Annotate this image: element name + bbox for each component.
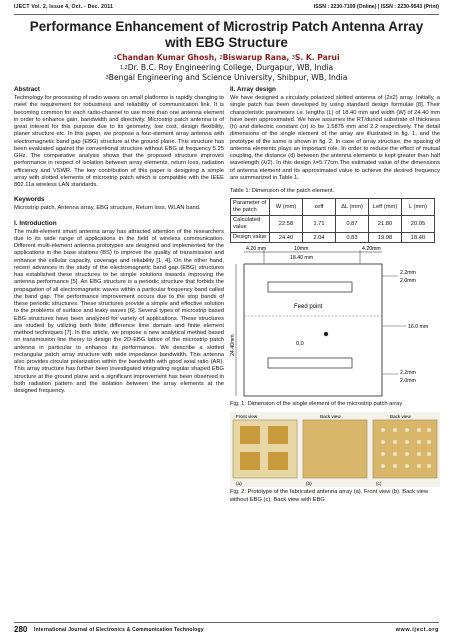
author-sup-1: 1 bbox=[113, 55, 117, 61]
upper-slot bbox=[268, 282, 352, 292]
table-cell: 19.98 bbox=[369, 233, 402, 243]
table1-caption: Table 1: Dimension of the patch element. bbox=[230, 188, 335, 194]
panel-label-back-2: Back view bbox=[390, 414, 411, 420]
photo-panel-front bbox=[233, 420, 297, 478]
right-column bbox=[230, 86, 440, 504]
origin-label: 0,0 bbox=[296, 341, 304, 348]
running-header bbox=[0, 0, 453, 14]
sub-label-b: (b) bbox=[306, 481, 312, 487]
figure1-caption: Fig. 1: Dimension of the single element of the microstrip patch array bbox=[230, 401, 403, 408]
table-row bbox=[231, 216, 435, 233]
keywords-text: Microstrip patch, Antenna array, EBG structure, Return loss, WLAN band. bbox=[14, 205, 201, 212]
table-cell: Calculated value bbox=[231, 216, 270, 233]
table-header-row bbox=[231, 199, 435, 216]
table-cell: 2.04 bbox=[303, 233, 336, 243]
table-cell: 0.83 bbox=[336, 233, 369, 243]
author-1: Chandan Kumar Ghosh, bbox=[116, 53, 217, 62]
dim-label-r1: 2.2mm bbox=[400, 270, 416, 277]
page-number: 280 bbox=[14, 625, 28, 634]
table-cell: ΔL (mm) bbox=[336, 199, 369, 216]
aff-sup-1: 1,2 bbox=[119, 65, 128, 71]
table-cell: 1.71 bbox=[303, 216, 336, 233]
table-patch-dimensions bbox=[230, 198, 435, 243]
dim-label-r4: 2.2mm bbox=[400, 370, 416, 377]
panel-label-front: Front view bbox=[236, 414, 258, 420]
aff-text-2: Bengal Engineering and Science University, Shibpur, WB, India bbox=[108, 73, 348, 82]
intro-text: The multi-element smart antenna array has attracted attention of the researchers due to its wide range of applications in the field of wireless communication. Different multi-element antenna prototypes are designed and implemented for the applications in the base stations (BS) to improve the quality of transmission and enhance the cellular capacity, coverage and reliability [1, 4]. On the other hand, recent advances in the study of the electromagnetic band gap (EBG) structures has established these structures to be simple solutions towards improving the antenna performance [5]. An EBG structure is a periodic structure that forbids the propagation of all electromagnetic waves within a particular frequency band called the band gap. The performance improvement occurs due to the stop bands of these periodic structures. These structures provide a simple and effective solution to the problems of surface and leaky waves [6]. Several types of microstrip based EBG structures have been analyzed for variety of applications. These structures are studied by utilizing both finite difference time domain and finite element method techniques [7]. In this article, we propose a new analytical method based on transmission line theory to design the 2D-EBG lattice of the microstrip patch antenna in particular to enhance its performance. We describe a slotted rectangular patch array structure with wide impedance bandwidth. This antenna also provides circular polarization within the bandwidth with good axial ratio (AR). This array structure has further been investigated integrating regular shaped EBG structure at the ground plane and a significant improvement has been observed in both radiation pattern and the isolation between the array elements at the designed frequency. bbox=[14, 228, 224, 394]
author-block bbox=[0, 53, 453, 83]
paper-title: Performance Enhancement of Microstrip Patch Antenna Array with EBG Structure bbox=[29, 19, 424, 50]
footer-journal: International Journal of Electronics & Communication Technology bbox=[34, 627, 204, 633]
dim-label-r3: 16.0 mm bbox=[408, 324, 429, 331]
lower-slot bbox=[268, 358, 352, 368]
affiliation-2 bbox=[0, 73, 453, 83]
dim-label-top-mid: 10mm bbox=[294, 246, 309, 253]
panel-label-back-1: Back view bbox=[320, 414, 341, 420]
author-names bbox=[0, 53, 453, 63]
aff-text-1: Dr. B.C. Roy Engineering College, Durgapur, WB, India bbox=[127, 63, 334, 72]
author-sup-2: 2 bbox=[219, 55, 223, 61]
table-cell: 18.40 bbox=[402, 233, 435, 243]
table-cell: Leff (mm) bbox=[369, 199, 402, 216]
feed-point-marker bbox=[324, 332, 328, 336]
left-column bbox=[14, 86, 224, 395]
table-cell: 22.58 bbox=[270, 216, 303, 233]
affiliation-1 bbox=[0, 63, 453, 73]
footer-url: www.iject.org bbox=[395, 627, 439, 633]
dim-label-top-mid2: 18.40 mm bbox=[290, 255, 314, 262]
table-cell: 20.05 bbox=[402, 216, 435, 233]
prototype-photos bbox=[230, 412, 440, 487]
table-cell: 24.40 bbox=[270, 233, 303, 243]
footer-rule bbox=[14, 622, 439, 623]
dim-label-top-right: 4.20mm bbox=[362, 246, 381, 253]
dim-label-r5: 2.0mm bbox=[400, 378, 416, 385]
sub-label-a: (a) bbox=[236, 481, 242, 487]
dim-label-top-left: 4.20 mm bbox=[246, 246, 267, 253]
aff-sup-2: 3 bbox=[105, 75, 109, 81]
table-row bbox=[231, 233, 435, 243]
header-rule bbox=[14, 14, 439, 15]
figure-2 bbox=[230, 412, 440, 487]
keywords-heading: Keywords bbox=[14, 196, 45, 204]
author-3: S. K. Parui bbox=[294, 53, 340, 62]
photo-panel-back-ebg bbox=[373, 420, 437, 478]
table-cell: 0.87 bbox=[336, 216, 369, 233]
sub-label-c: (c) bbox=[376, 481, 382, 487]
issn: ISSN : 2230-7109 (Online) | ISSN : 2230-9543 (Print) bbox=[313, 4, 439, 10]
table-cell: εeff bbox=[303, 199, 336, 216]
array-design-text: We have designed a circularly polarized slotted antenna of (2x2) array. Initially, a single patch has been developed by using standard design formulae [8]. Their characteristic parameters i.e. lengths (L) of 18.40 mm and width (W) of 24.40 mm have been approximated. We have assumes the RT/duriod substrate of thickness (h) and dielectric constant (εr) to be 1.5875 mm and 2.2 respectively. The detail dimensions of the single element of the array are illustrated in fig. 1, and the prototype of the same is shown in fig. 2. In case of array structure, the spacing of antenna elements plays an important role. In order to reduce the effect of mutual coupling, the distance (d) between the antenna elements is kept greater than half wavelength (λ/2). In this design λ=5.77cm.The estimated value of the dimensions of antenna element and its approximated value to achieve the desired frequency are summarized in Table 1. bbox=[230, 95, 440, 181]
table-cell: 21.80 bbox=[369, 216, 402, 233]
author-sup-3: 3 bbox=[291, 55, 295, 61]
dim-label-left: 24.40mm bbox=[230, 334, 236, 357]
dim-label-r2: 2.0mm bbox=[400, 278, 416, 285]
table-cell: L (mm) bbox=[402, 199, 435, 216]
journal-issue: IJECT Vol. 2, Issue 4, Oct. - Dec. 2011 bbox=[14, 4, 114, 10]
abstract-heading: Abstract bbox=[14, 86, 40, 93]
table-cell: Parameter of the patch bbox=[231, 199, 270, 216]
intro-heading: I. Introduction bbox=[14, 219, 57, 227]
array-design-heading: II. Array design bbox=[230, 86, 276, 93]
figure2-caption: Fig. 2: Prototype of the fabricated antenna array (a). Front view (b). Back view without EBG (c). Back view with EBG bbox=[230, 489, 429, 503]
table-cell: Design value bbox=[231, 233, 270, 243]
feed-point-label: Feed point bbox=[294, 304, 323, 311]
author-2: Biswarup Rana, bbox=[222, 53, 290, 62]
table-cell: W (mm) bbox=[270, 199, 303, 216]
patch-dimension-drawing bbox=[230, 246, 440, 399]
figure-1 bbox=[230, 246, 440, 399]
abstract-text: Technology for processing of radio waves on small platforms is rapidly changing to meet the requirement for robustness and reliability of communication link. It is becoming common for each radio-channel to use more than one antenna element in order to enhance gain, bandwidth and directivity. Microstrip patch antenna is of great interest for this purpose due to its geometry, low cost, design flexibility, planer structure etc. In this paper, we propose a four-element array antenna with electromagnetic band gap (EBG) structure at the ground plane. This structure has been evaluated against the conventional structure without EBG at frequency 5.25 GHz. The comparative analysis shows that the proposed structure improves performance in respect of isolation between array elements, return loss, radiation efficiency and VSWR. The key contribution of this paper is designing a simple array with slotted elements of microstrip patch which is compatible with the IEEE 802.11a wireless LAN standards. bbox=[14, 95, 224, 188]
photo-panel-back-no-ebg bbox=[303, 420, 367, 478]
